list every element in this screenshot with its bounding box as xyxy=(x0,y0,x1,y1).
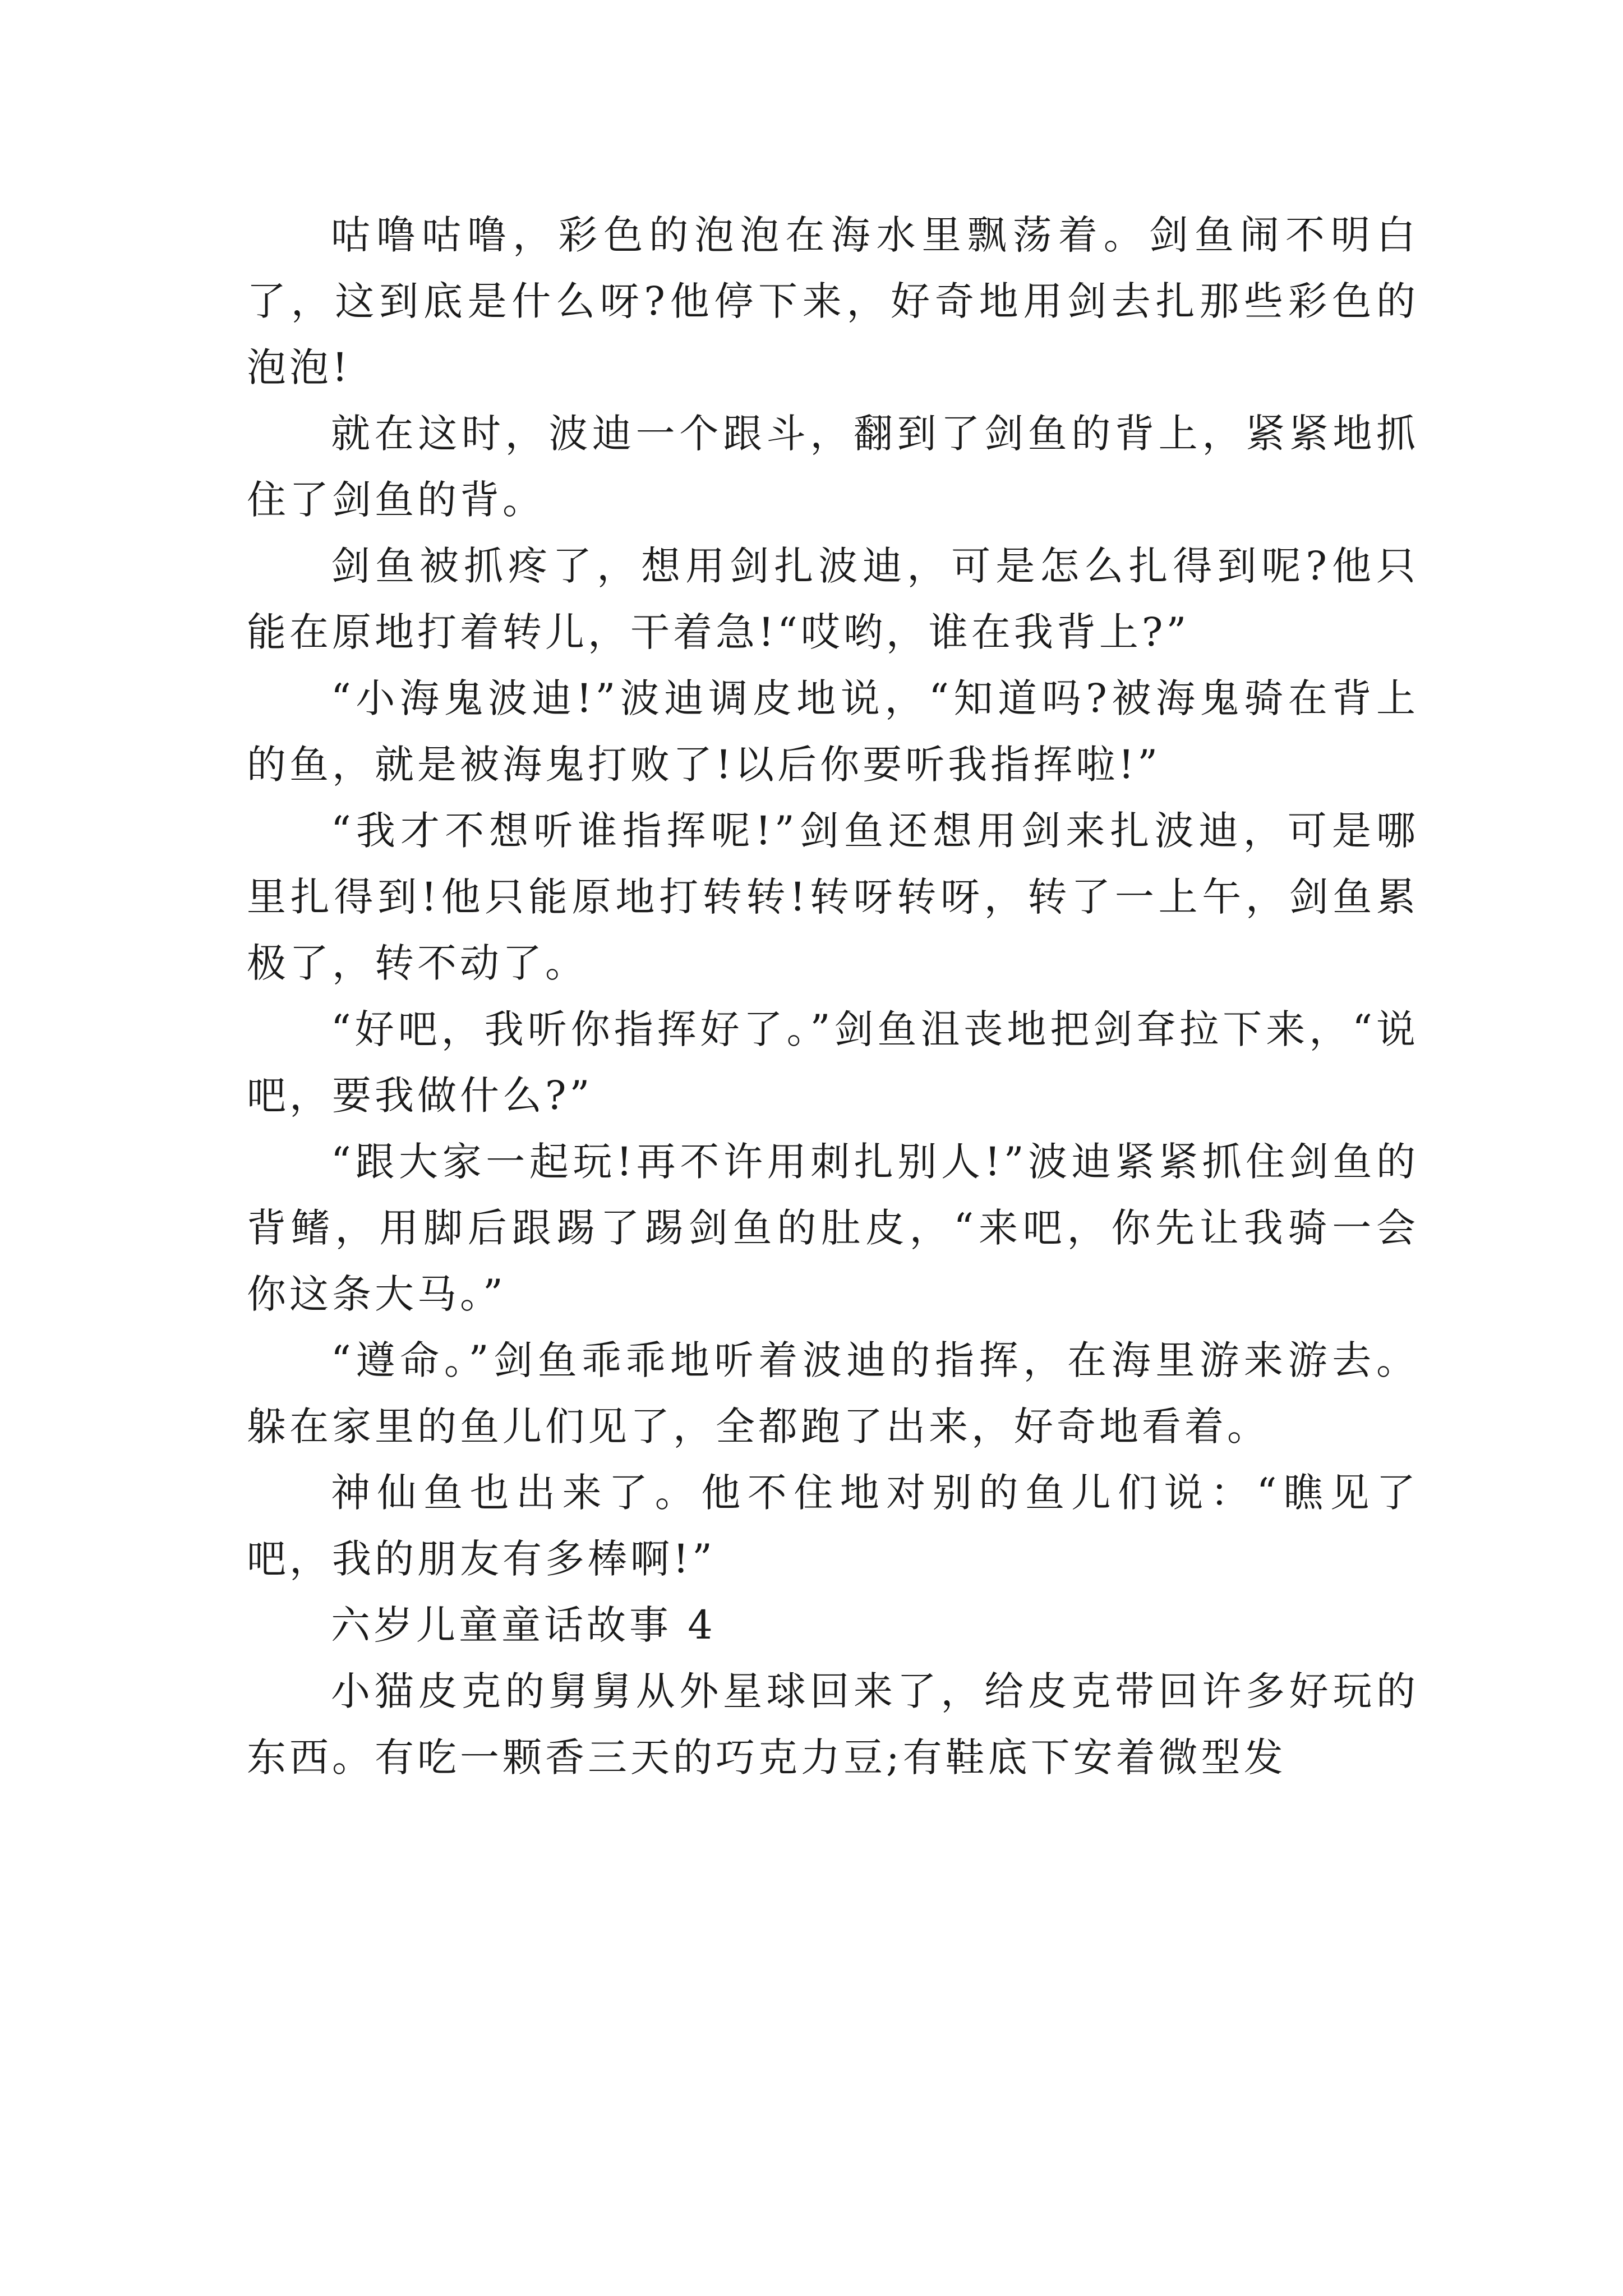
document-body xyxy=(247,202,1419,1791)
paragraph-swordfish-hurt: 剑鱼被抓疼了，想用剑扎波迪，可是怎么扎得到呢?他只能在原地打着转儿，干着急!“哎哟，谁在我背上?” xyxy=(247,543,1419,655)
paragraph-angelfish: 神仙鱼也出来了。他不住地对别的鱼儿们说：“瞧见了吧，我的朋友有多棒啊!” xyxy=(247,1470,1419,1582)
paragraph-bubbles: 咕噜咕噜，彩色的泡泡在海水里飘荡着。剑鱼闹不明白了，这到底是什么呀?他停下来，好奇地用剑去扎那些彩色的泡泡! xyxy=(247,212,1419,390)
paragraph-play-together: “跟大家一起玩!再不许用刺扎别人!”波迪紧紧抓住剑鱼的背鳍，用脚后跟踢了踢剑鱼的肚皮，“来吧，你先让我骑一会你这条大马。” xyxy=(247,1139,1419,1317)
paragraph-bodi-reply: “小海鬼波迪!”波迪调皮地说，“知道吗?被海鬼骑在背上的鱼，就是被海鬼打败了!以后你要听我指挥啦!” xyxy=(247,675,1419,788)
paragraph-somersault: 就在这时，波迪一个跟斗，翻到了剑鱼的背上，紧紧地抓住了剑鱼的背。 xyxy=(247,411,1419,523)
paragraph-spinning: “我才不想听谁指挥呢!”剑鱼还想用剑来扎波迪，可是哪里扎得到!他只能原地打转转!转呀转呀，转了一上午，剑鱼累极了，转不动了。 xyxy=(247,808,1419,986)
paragraph-pike-uncle: 小猫皮克的舅舅从外星球回来了，给皮克带回许多好玩的东西。有吃一颗香三天的巧克力豆;有鞋底下安着微型发 xyxy=(247,1668,1419,1780)
paragraph-surrender: “好吧，我听你指挥好了。”剑鱼沮丧地把剑耷拉下来，“说吧，要我做什么?” xyxy=(247,1006,1419,1119)
paragraph-obey: “遵命。”剑鱼乖乖地听着波迪的指挥，在海里游来游去。躲在家里的鱼儿们见了，全都跑了出来，好奇地看着。 xyxy=(247,1337,1419,1450)
section-heading: 六岁儿童童话故事 4 xyxy=(331,1602,716,1648)
